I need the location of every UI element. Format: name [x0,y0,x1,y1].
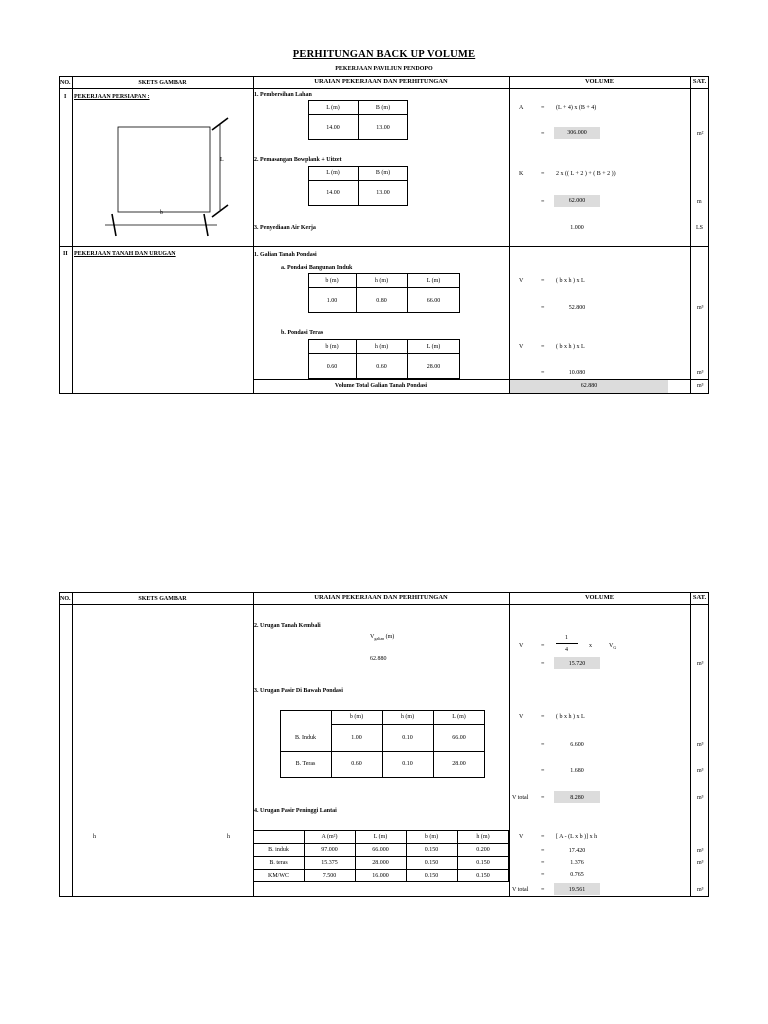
sub-induk-label: a. Pondasi Bangunan Induk [281,265,353,271]
vg-label: $V_G$ [609,643,617,651]
cell: 0.150 [476,873,490,879]
eq: = [541,768,545,774]
cell: 15.375 [321,860,338,866]
cell: 66.00 [426,298,441,304]
header-sat-2: SAT. [692,594,707,601]
page-title: PERHITUNGAN BACK UP VOLUME [292,49,476,60]
cell: 0.60 [376,364,387,370]
cell: L (m) [452,714,466,720]
header-uraian: URAIAN PEKERJAAN DAN PERHITUNGAN [314,78,448,85]
cell: 0.150 [424,860,439,866]
formula: ( b x h ) x L [556,714,585,720]
sketch-h-right: h [227,834,230,840]
cell: L (m) [373,834,388,840]
cell: B. teras [269,860,288,866]
sec2-name: PEKERJAAN TANAH DAN URUGAN [74,251,176,257]
eq: = [541,742,545,748]
result-peninggi-kmwc: 0.765 [570,872,584,878]
result-urugan-tanah: 15.720 [568,661,586,667]
cell: 0.10 [402,761,413,767]
cell: B (m) [375,105,391,111]
cell: 0.150 [424,847,439,853]
site-plan-sketch [100,110,250,245]
item-air-kerja-label: 3. Penyediaan Air Kerja [254,225,316,231]
cell: B. induk [268,847,289,853]
formula: [ A - (L x b )] x h [556,834,598,840]
result-galian-induk: 52.800 [568,305,586,311]
result-peninggi-induk: 17.420 [568,848,586,854]
unit: m³ [697,795,704,801]
var: V [519,714,524,720]
unit: m [697,199,702,205]
cell: h (m) [374,344,389,350]
eq: = [541,860,545,866]
eq: = [541,344,545,350]
header-sketsa: SKETS GAMBAR [138,80,187,86]
cell: b (m) [349,714,364,720]
header-sketsa-2: SKETS GAMBAR [138,596,187,602]
formula: 2 x (( L + 2 ) + ( B + 2 )) [556,171,616,177]
formula: (L + 4) x (B + 4) [556,105,597,111]
cell: 1.00 [351,735,362,741]
header-sat: SAT. [692,78,707,85]
eq: = [541,887,545,893]
vgalian-value: 62.880 [370,656,387,662]
eq: = [541,643,545,649]
cell: 13.00 [376,190,390,196]
cell: L (m) [426,278,441,284]
header-volume-2: VOLUME [584,594,615,601]
cell: 97.000 [321,847,338,853]
item-peninggi-label: 4. Urugan Pasir Peninggi Lantai [254,808,337,814]
sketch-label-b: b [160,210,163,216]
header-no-2: NO. [60,596,71,602]
result-pembersihan: 306.000 [567,130,587,136]
sec1-name: PEKERJAAN PERSIAPAN : [74,94,150,100]
formula: ( b x h ) x L [556,278,585,284]
unit: m² [697,131,704,137]
eq: = [541,278,545,284]
eq: = [541,834,545,840]
unit: m³ [697,860,704,866]
cell: 16.000 [372,873,389,879]
cell: L (m) [326,105,340,111]
item-galian-label: 1. Galian Tanah Pondasi [254,252,317,258]
cell: L (m) [326,170,340,176]
vtotal-pasir-pondasi: 8.280 [570,795,584,801]
vtotal-peninggi: 19.561 [568,887,586,893]
cell: A (m²) [321,834,338,840]
eq: = [541,370,545,376]
fraction-den: 4 [565,647,568,653]
cell: 14.00 [326,125,340,131]
total-galian-value: 62.880 [580,383,598,389]
cell: 0.200 [476,847,490,853]
unit: m³ [697,742,704,748]
sec1-no: I [64,94,67,100]
unit: LS [696,225,704,231]
header-no: NO. [60,80,71,86]
item-urugan-tanah-label: 2. Urugan Tanah Kembali [254,623,321,629]
eq: = [541,714,545,720]
var: A [519,105,524,111]
cell: 0.60 [351,761,362,767]
fraction-num: 1 [565,635,568,641]
cell: B (m) [375,170,391,176]
result-pasir-teras: 1.680 [570,768,584,774]
result-pasir-induk: 6.600 [570,742,584,748]
eq: = [541,872,545,878]
sub-teras-label: b. Pondasi Teras [281,330,324,336]
result-air-kerja: 1.000 [570,225,584,231]
item-bowplank-label: 2. Pemasangan Bowplank + Uitzet [254,157,342,163]
eq: = [541,661,545,667]
var: V [519,278,524,284]
eq: = [541,795,545,801]
cell: 1.00 [326,298,338,304]
cell: b (m) [325,344,339,350]
var: V [519,344,524,350]
eq: = [541,171,545,177]
result-galian-teras: 10.080 [568,370,586,376]
cell: 0.150 [424,873,439,879]
unit: m³ [697,768,704,774]
unit: m³ [697,887,704,893]
var: K [519,171,524,177]
vgalian-header: $V_{galian}$ (m) [370,634,395,642]
item-pembersihan-label: 1. Pembersihan Lahan [254,92,312,98]
cell: h (m) [374,278,389,284]
result-bowplank: 62.000 [568,198,586,204]
sketch-label-L: L [220,157,224,163]
header-uraian-2: URAIAN PEKERJAAN DAN PERHITUNGAN [314,594,448,601]
cell: L (m) [426,344,441,350]
unit: m³ [697,848,704,854]
times: x [589,643,592,649]
cell: 0.150 [476,860,490,866]
unit: m³ [697,661,704,667]
cell: 0.10 [402,735,413,741]
cell: 0.80 [376,298,387,304]
cell: KM/WC [268,873,289,879]
cell: 7.500 [322,873,337,879]
eq: = [541,305,545,311]
formula: ( b x h ) x L [556,344,585,350]
cell: B. Induk [295,735,316,741]
cell: 28.00 [426,364,441,370]
cell: 66.000 [372,847,389,853]
cell: h (m) [476,834,490,840]
cell: b (m) [325,278,339,284]
item-urugan-pasir-label: 3. Urugan Pasir Di Bawah Pondasi [254,688,343,694]
vtotal-label: V total [512,795,529,801]
eq: = [541,848,545,854]
eq: = [541,131,545,137]
cell: 28.00 [452,761,466,767]
cell: 66.00 [452,735,466,741]
page-subtitle: PEKERJAAN PAVILIUN PENDOPO [335,66,433,72]
eq: = [541,105,545,111]
header-volume: VOLUME [584,78,615,85]
cell: 28.000 [372,860,389,866]
unit: m³ [697,383,704,389]
result-peninggi-teras: 1.376 [570,860,584,866]
cell: B. Teras [295,761,316,767]
cell: 0.60 [326,364,338,370]
cell: 14.00 [326,190,340,196]
unit: m³ [697,370,704,376]
unit: m³ [697,305,704,311]
total-galian-label: Volume Total Galian Tanah Pondasi [334,383,428,389]
sketch-h-left: h [93,834,96,840]
cell: b (m) [424,834,439,840]
var: V [519,834,524,840]
eq: = [541,199,545,205]
var: V [519,643,524,649]
vtotal-label: V total [512,887,529,893]
cell: h (m) [400,714,415,720]
cell: 13.00 [376,125,390,131]
sec2-no: II [63,251,68,257]
